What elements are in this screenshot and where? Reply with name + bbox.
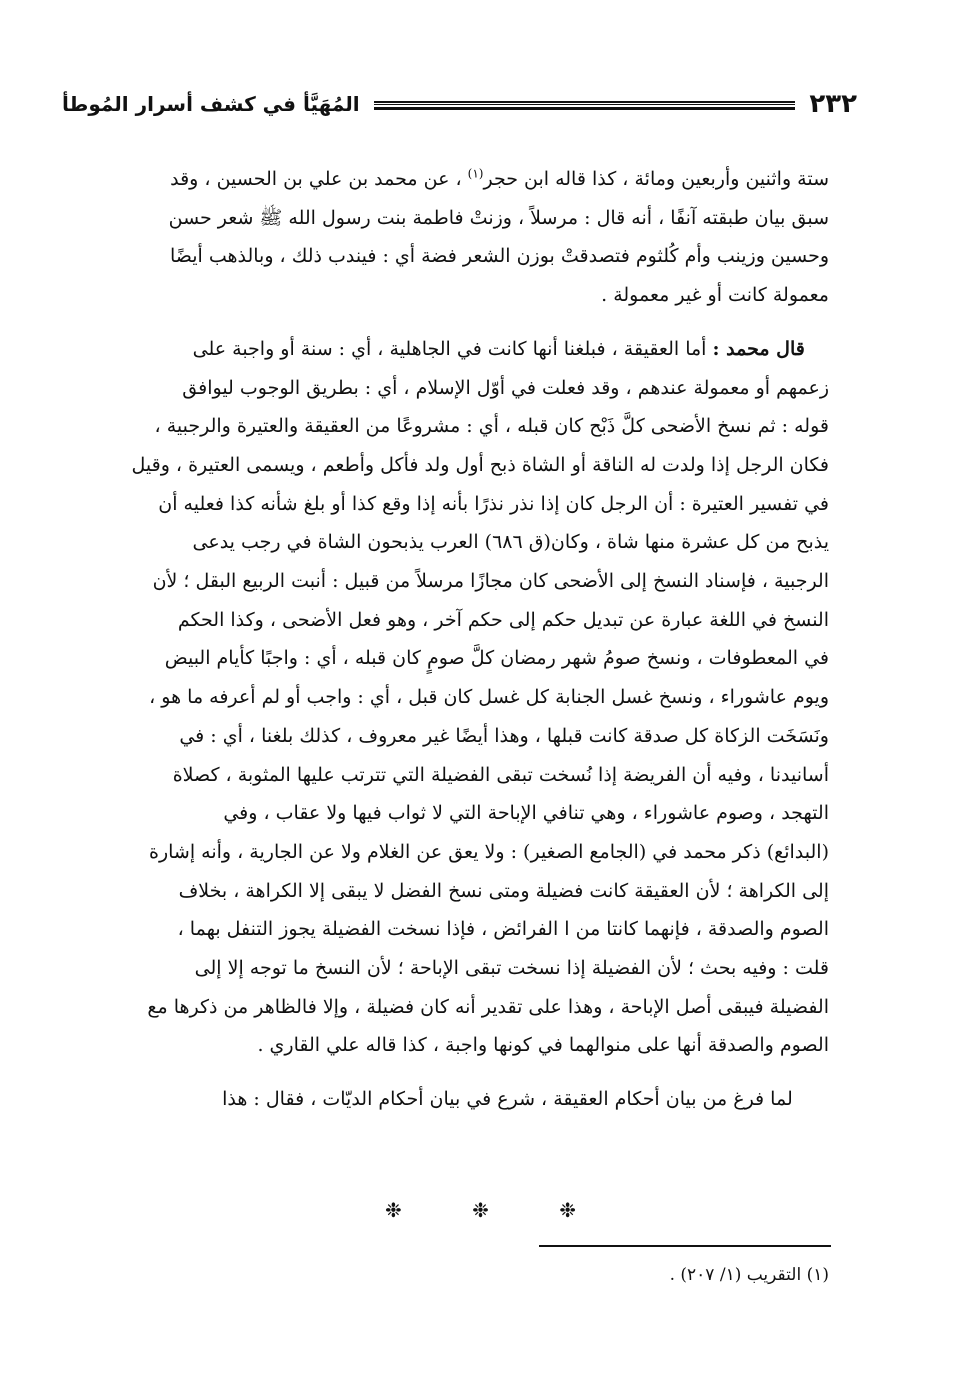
text-segment: ، عن محمد بن علي بن الحسين ، وقد (170, 168, 462, 190)
text-line: الفضيلة فيبقى أصل الإباحة ، وهذا على تقدير أنه كان فضيلة ، وإلا فالظاهر من ذكرها مع (147, 995, 829, 1018)
text-line: ويوم عاشوراء ، ونسخ غسل الجنابة كل غسل كان قبل ، أي : واجب أو لم أعرفه ما هو ، (149, 686, 829, 709)
text-line: زعمهم أو معمولة عندهم ، وقد فعلت في أوّل الإسلام ، أي : بطريق الوجوب ليوافق (182, 376, 829, 399)
text-line: في تفسير العتيرة : أن الرجل كان إذا نذر نذرًا بأنه إذا وقع كذا أو بلغ شأنه كذا فعليه أن (158, 492, 829, 515)
text-line: وحسين وزينب وأم كُلثوم فتصدقتْ بوزن الشعر فضة أي : فيندب ذلك ، وبالذهب أيضًا (169, 245, 829, 268)
text-line: (البدائع) ذكر محمد في (الجامع الصغير) : ولا يعق عن الغلام ولا عن الجارية ، وأنه إشارة (149, 840, 829, 863)
text-line: أسانيدنا ، وفيه أن الفريضة إذا نُسخت تبقى الفضيلة التي تترتب عليها المثوبة ، كصلاة (172, 763, 829, 786)
text-line: ونَسَخَت الزكاة كل صدقة كانت قبلها ، وهذا أيضًا غير معروف ، كذلك بلغنا ، أي : في (179, 724, 829, 747)
text-line (56, 160, 829, 199)
text-line: قوله : ثم نسخ الأضحى كلَّ ذَبْح كان قبله ، أي : مشروعًا من العقيقة والعتيرة والرجبية ، (154, 415, 829, 438)
text-line: معمولة كانت أو غير معمولة . (601, 284, 829, 307)
text-line: الصوم والصدقة ، فإنهما كانتا من ا الفرائض ، فإذا نسخت الفضيلة يجوز التنفل بهما ، (177, 918, 829, 941)
text-line: فكان الرجل إذا ولدت له الناقة أو الشاة ذبح أول ولد فأكل وأطعم ، ويسمى العتيرة ، وقيل (131, 453, 829, 476)
text-segment: لما فرغ من بيان أحكام العقيقة ، شرع في بيان أحكام الديّات ، فقال : هذا (222, 1088, 793, 1111)
text-line (56, 1080, 829, 1119)
page-number: ٢٣٢ (809, 89, 857, 119)
body-text (56, 160, 829, 1134)
text-line (56, 330, 829, 369)
text-line: قلت : وفيه بحث ؛ لأن الفضيلة إذا نسخت تبقى الإباحة ؛ لأن النسخ ما توجه إلا إلى (194, 957, 829, 980)
text-line: يذبح من كل عشرة منها شاة ، وكان(ق ٦٨٦) العرب يذبحون الشاة في رجب يدعى (192, 531, 829, 554)
footnote: (١) التقريب (١/ ٢٠٧) . (669, 1265, 829, 1285)
paragraph-1 (56, 160, 829, 315)
header-rule (374, 101, 796, 110)
text-segment: ستة واثنين وأربعين ومائة ، كذا قاله ابن حجر (483, 168, 829, 190)
text-line: التهجد ، وصوم عاشوراء ، وهي تنافي الإباحة التي لا ثواب فيها ولا عقاب ، وفي (223, 802, 829, 825)
text-line: النسخ في اللغة عبارة عن تبديل حكم إلى حكم آخر ، وهو فعل الأضحى ، وكذا الحكم (177, 608, 829, 631)
text-line: إلى الكراهة ؛ لأن العقيقة كانت فضيلة ومتى نسخ الفضل لا يبقى إلا الكراهة ، بخلاف (178, 879, 829, 902)
text-line: في المعطوفات ، ونسخ صومُ شهر رمضان كلَّ صومٍ كان قبله ، أي : واجبًا كأيام البيض (164, 647, 829, 670)
text-line: الرجبية ، فإسناد النسخ إلى الأضحى كان مجازًا مرسلاً من قبيل : أنبت الربيع البقل ؛ لأن (152, 570, 829, 593)
asterism-icon: ❉ (559, 1198, 576, 1222)
lead-in-phrase: قال محمد : (712, 337, 805, 360)
paragraph-2 (56, 330, 829, 1065)
page-header (62, 86, 857, 122)
text-line: سبق بيان طبقته آنفًا ، أنه قال : مرسلاً ، وزنتْ فاطمة بنت رسول الله ﷺ شعر حسن (168, 206, 829, 229)
paragraph-3 (56, 1080, 829, 1119)
asterism-icon: ❉ (384, 1198, 402, 1222)
footnote-marker[interactable]: (١) (467, 166, 484, 181)
section-separator (0, 1198, 961, 1222)
text-line: الصوم والصدقة أنها على منوالهما في كونها واجبة ، كذا قاله علي القاري . (257, 1034, 829, 1057)
footnote-rule (539, 1245, 831, 1247)
asterism-icon: ❉ (472, 1198, 489, 1222)
text-segment: أما العقيقة ، فبلغنا أنها كانت في الجاهلية ، أي : سنة أو واجبة على (192, 337, 707, 360)
book-title: المُهَيَّأ في كشف أسرار المُوطأ (62, 92, 360, 116)
